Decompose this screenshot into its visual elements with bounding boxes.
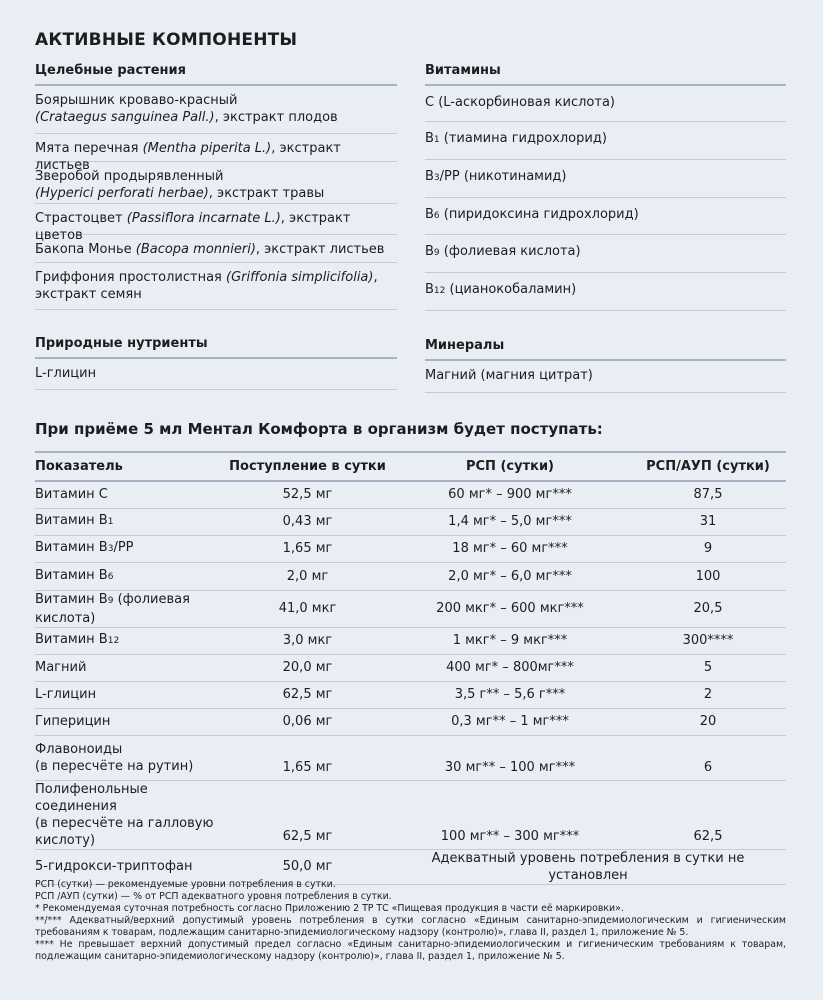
vitamin-item: B3/PP (никотинамид) bbox=[425, 160, 786, 198]
vitamin-item: C (L-аскорбиновая кислота) bbox=[425, 86, 786, 122]
cell-indicator: Витамин B3/PP bbox=[35, 535, 225, 562]
cell-rsp: 30 мг** – 100 мг*** bbox=[390, 735, 630, 780]
cell-intake: 2,0 мг bbox=[225, 562, 390, 590]
cell-indicator: Флавоноиды (в пересчёте на рутин) bbox=[35, 735, 225, 780]
vitamin-item: B6 (пиридоксина гидрохлорид) bbox=[425, 198, 786, 235]
cell-rsp: 18 мг* – 60 мг*** bbox=[390, 535, 630, 562]
table-row bbox=[35, 562, 786, 590]
cell-indicator: Витамин С bbox=[35, 481, 225, 508]
cell-indicator: Витамин B9 (фолиевая кислота) bbox=[35, 590, 225, 627]
plant-item: Боярышник кроваво-красный (Crataegus sanguinea Pall.), экстракт плодов bbox=[35, 86, 397, 134]
cell-indicator: 5-гидрокси-триптофан bbox=[35, 849, 225, 884]
mineral-item: Магний (магния цитрат) bbox=[425, 361, 786, 393]
footnotes bbox=[35, 879, 786, 963]
vitamins-heading: Витамины bbox=[425, 60, 786, 86]
plant-item: Гриффония простолистная (Griffonia simplicifolia), экстракт семян bbox=[35, 263, 397, 310]
cell-indicator: Витамин B12 bbox=[35, 627, 225, 654]
footnote: РСП /АУП (сутки) — % от РСП адекватного уровня потребления в сутки. bbox=[35, 891, 392, 902]
vitamin-item: B9 (фолиевая кислота) bbox=[425, 235, 786, 273]
table-row bbox=[35, 508, 786, 535]
plant-item: Страстоцвет (Passiflora incarnate L.), экстракт цветов bbox=[35, 204, 397, 235]
nutrients-heading: Природные нутриенты bbox=[35, 333, 397, 359]
table-row bbox=[35, 708, 786, 735]
cell-rsp-aup: 31 bbox=[630, 508, 786, 535]
plants-heading: Целебные растения bbox=[35, 60, 397, 86]
cell-indicator: Гиперицин bbox=[35, 708, 225, 735]
header-indicator: Показатель bbox=[35, 452, 225, 481]
cell-intake: 62,5 мг bbox=[225, 780, 390, 849]
cell-intake: 0,06 мг bbox=[225, 708, 390, 735]
cell-rsp: 100 мг** – 300 мг*** bbox=[390, 780, 630, 849]
vitamin-item: B12 (цианокобаламин) bbox=[425, 273, 786, 311]
cell-rsp-aup: 20 bbox=[630, 708, 786, 735]
header-intake: Поступление в сутки bbox=[225, 452, 390, 481]
table-row bbox=[35, 780, 786, 849]
cell-indicator: Магний bbox=[35, 654, 225, 681]
footnote: **** Не превышает верхний допустимый предел согласно «Единым санитарно-эпидемиологическим и гигиеническим требованиям к товарам, подлежащим санитарно-эпидемиологическому надзору (контролю)», глава II, раздел 1, приложение № 5. bbox=[35, 939, 786, 962]
plant-item: Мята перечная (Mentha piperita L.), экстракт листьев bbox=[35, 134, 397, 162]
cell-intake: 20,0 мг bbox=[225, 654, 390, 681]
plant-item: Зверобой продырявленный (Hyperici perforati herbae), экстракт травы bbox=[35, 162, 397, 204]
cell-indicator: Витамин B6 bbox=[35, 562, 225, 590]
intake-table bbox=[35, 451, 786, 885]
table-row bbox=[35, 681, 786, 708]
cell-rsp-aup: 20,5 bbox=[630, 590, 786, 627]
footnote: РСП (сутки) — рекомендуемые уровни потребления в сутки. bbox=[35, 879, 336, 890]
cell-rsp-aup: 9 bbox=[630, 535, 786, 562]
table-header-row bbox=[35, 452, 786, 481]
footnote: **/*** Адекватный/верхний допустимый уровень потребления в сутки согласно «Единым санитарно-эпидемиологическим и гигиеническим требованиям к товарам, подлежащим санитарно-эпидемиологическому надзору (контролю)», глава II, раздел 1, приложение № 5. bbox=[35, 915, 786, 938]
cell-rsp-aup: 62,5 bbox=[630, 780, 786, 849]
cell-rsp-aup: 5 bbox=[630, 654, 786, 681]
plant-item: Бакопа Монье (Bacopa monnieri), экстракт листьев bbox=[35, 235, 397, 263]
table-row bbox=[35, 590, 786, 627]
nutrients-section bbox=[35, 333, 397, 390]
cell-rsp-aup: 2 bbox=[630, 681, 786, 708]
footnote: * Рекомендуемая суточная потребность согласно Приложению 2 ТР ТС «Пищевая продукция в части её маркировки». bbox=[35, 903, 624, 914]
vitamins-section bbox=[425, 60, 786, 311]
minerals-heading: Минералы bbox=[425, 335, 786, 361]
cell-intake: 1,65 мг bbox=[225, 535, 390, 562]
cell-indicator: Полифенольные соединения (в пересчёте на галловую кислоту) bbox=[35, 780, 225, 849]
table-row bbox=[35, 735, 786, 780]
cell-intake: 52,5 мг bbox=[225, 481, 390, 508]
cell-intake: 0,43 мг bbox=[225, 508, 390, 535]
vitamin-item: B1 (тиамина гидрохлорид) bbox=[425, 122, 786, 160]
cell-indicator: Витамин B1 bbox=[35, 508, 225, 535]
table-row bbox=[35, 654, 786, 681]
cell-indicator: L-глицин bbox=[35, 681, 225, 708]
page-title: АКТИВНЫЕ КОМПОНЕНТЫ bbox=[35, 30, 298, 50]
table-row bbox=[35, 535, 786, 562]
cell-rsp-aup: 300**** bbox=[630, 627, 786, 654]
cell-rsp: 2,0 мг* – 6,0 мг*** bbox=[390, 562, 630, 590]
cell-intake: 50,0 мг bbox=[225, 849, 390, 884]
intake-title: При приёме 5 мл Ментал Комфорта в организм будет поступать: bbox=[35, 420, 603, 438]
cell-rsp: Адекватный уровень потребления в сутки не установлен bbox=[390, 849, 786, 884]
cell-rsp: 1,4 мг* – 5,0 мг*** bbox=[390, 508, 630, 535]
cell-rsp-aup: 87,5 bbox=[630, 481, 786, 508]
cell-rsp: 400 мг* – 800мг*** bbox=[390, 654, 630, 681]
nutrient-item: L-глицин bbox=[35, 359, 397, 390]
cell-rsp: 1 мкг* – 9 мкг*** bbox=[390, 627, 630, 654]
plants-section bbox=[35, 60, 397, 310]
cell-rsp: 3,5 г** – 5,6 г*** bbox=[390, 681, 630, 708]
minerals-section bbox=[425, 335, 786, 393]
table-row bbox=[35, 627, 786, 654]
cell-intake: 62,5 мг bbox=[225, 681, 390, 708]
header-rsp: РСП (сутки) bbox=[390, 452, 630, 481]
cell-rsp: 200 мкг* – 600 мкг*** bbox=[390, 590, 630, 627]
cell-rsp-aup: 6 bbox=[630, 735, 786, 780]
cell-rsp-aup: 100 bbox=[630, 562, 786, 590]
table-row bbox=[35, 481, 786, 508]
cell-rsp: 60 мг* – 900 мг*** bbox=[390, 481, 630, 508]
cell-intake: 3,0 мкг bbox=[225, 627, 390, 654]
cell-rsp: 0,3 мг** – 1 мг*** bbox=[390, 708, 630, 735]
cell-intake: 1,65 мг bbox=[225, 735, 390, 780]
cell-intake: 41,0 мкг bbox=[225, 590, 390, 627]
header-rsp-aup: РСП/АУП (сутки) bbox=[630, 452, 786, 481]
